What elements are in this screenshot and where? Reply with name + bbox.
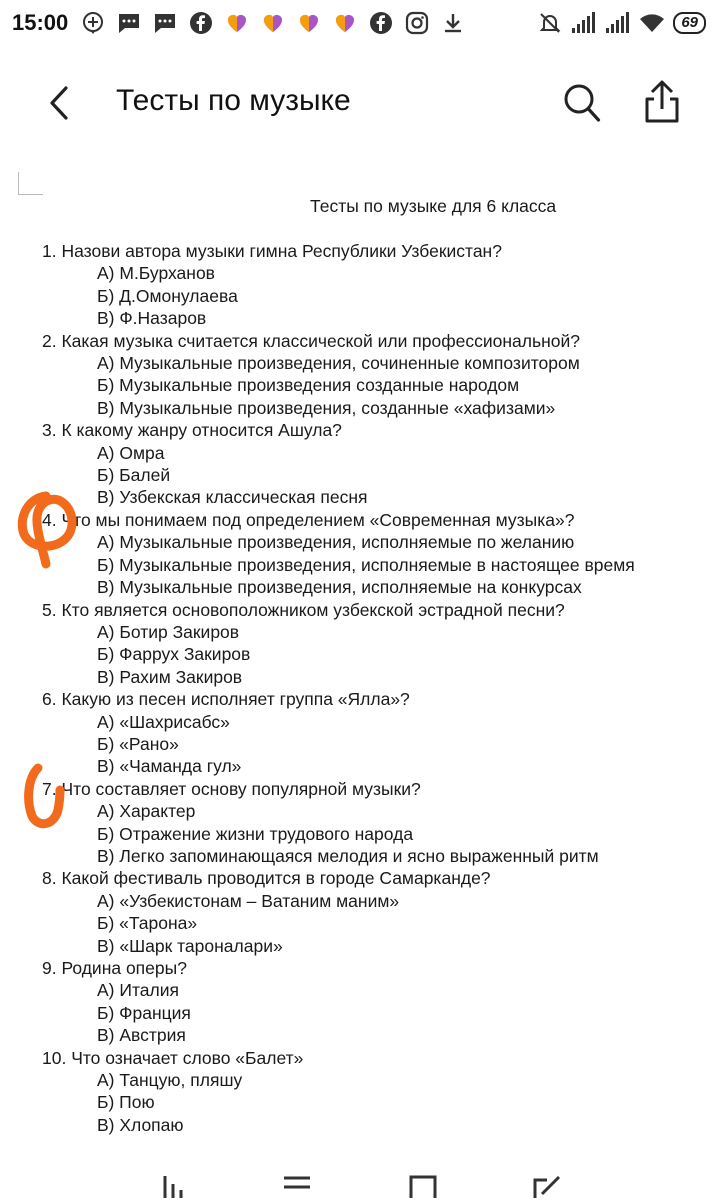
signal-icon — [571, 10, 597, 36]
answer-option: В) Музыкальные произведения, созданные «хафизами» — [97, 397, 556, 418]
heart-icon — [296, 10, 322, 36]
question-text: 1. Назови автора музыки гимна Республики Узбекистан? — [42, 241, 502, 261]
bottom-toolbar — [0, 1140, 714, 1198]
list-icon[interactable] — [282, 1174, 312, 1198]
answer-option: Б) Пою — [97, 1092, 155, 1113]
answer-option: В) Хлопаю — [97, 1114, 184, 1135]
message-icon — [116, 10, 142, 36]
status-bar — [0, 0, 714, 48]
heart-icon — [332, 10, 358, 36]
add-circle-icon — [80, 10, 106, 36]
answer-option: А) «Узбекистонам – Ватаним маним» — [97, 890, 400, 911]
answer-option: В) Узбекская классическая песня — [97, 487, 368, 508]
answer-option: А) М.Бурханов — [97, 263, 215, 284]
alarm-off-icon — [537, 10, 563, 36]
answer-option: А) Ботир Закиров — [97, 621, 240, 642]
question-text: 2. Какая музыка считается классической или профессиональной? — [42, 330, 580, 351]
answer-option: А) «Шахрисабс» — [97, 711, 230, 732]
questions-list — [0, 240, 714, 1159]
answer-option: Б) Франция — [97, 1002, 191, 1023]
answer-option: В) Ф.Назаров — [97, 308, 207, 329]
answer-option: А) Музыкальные произведения, исполняемые по желанию — [97, 532, 575, 553]
answer-option: В) Австрия — [97, 1025, 186, 1046]
page-corner-mark — [18, 172, 43, 195]
answer-option: А) Характер — [97, 801, 196, 822]
facebook-icon — [368, 10, 394, 36]
facebook-icon — [188, 10, 214, 36]
handwritten-mark — [14, 490, 88, 572]
question-text: 10. Что означает слово «Балет» — [42, 1047, 304, 1068]
question-text: 5. Кто является основоположником узбекской эстрадной песни? — [42, 599, 565, 620]
wifi-icon — [639, 10, 665, 36]
question-text: 7. Что составляет основу популярной музыки? — [42, 778, 421, 799]
document-title: Тесты по музыке для 6 класса — [310, 196, 557, 216]
crop-icon[interactable] — [408, 1174, 438, 1198]
answer-option: А) Музыкальные произведения, сочиненные композитором — [97, 353, 580, 374]
question-text: 9. Родина оперы? — [42, 958, 187, 978]
answer-option: А) Омра — [97, 442, 165, 463]
status-time: 15:00 — [12, 10, 69, 35]
answer-option: А) Италия — [97, 980, 179, 1001]
answer-option: В) «Шарк тароналари» — [97, 935, 283, 956]
question-text: 3. К какому жанру относится Ашула? — [42, 420, 342, 441]
answer-option: Б) Музыкальные произведения созданные народом — [97, 375, 520, 396]
answer-option: В) «Чаманда гул» — [97, 756, 242, 777]
question-text: 4. Что мы понимаем под определением «Современная музыка»? — [42, 509, 575, 530]
message-icon — [152, 10, 178, 36]
heart-icon — [260, 10, 286, 36]
answer-option: В) Легко запоминающаяся мелодия и ясно выраженный ритм — [97, 845, 599, 866]
page-title: Тесты по музыке — [116, 84, 351, 117]
battery-indicator: 69 — [673, 12, 706, 34]
answer-option: В) Музыкальные произведения, исполняемые на конкурсах — [97, 577, 582, 598]
answer-option: Б) Д.Омонулаева — [97, 285, 238, 306]
notification-icons — [80, 10, 466, 36]
answer-option: Б) «Рано» — [97, 733, 179, 754]
heart-icon — [224, 10, 250, 36]
app-bar — [0, 62, 714, 144]
system-icons — [537, 10, 706, 36]
document-viewer[interactable] — [0, 160, 714, 1140]
answer-option: Б) Музыкальные произведения, исполняемые в настоящее время — [97, 554, 635, 575]
search-icon[interactable] — [560, 80, 604, 126]
answer-option: Б) Балей — [97, 465, 171, 486]
chart-icon[interactable] — [160, 1174, 190, 1198]
back-arrow-icon[interactable] — [40, 80, 80, 126]
share-icon[interactable] — [640, 78, 684, 126]
question-text: 8. Какой фестиваль проводится в городе Самарканде? — [42, 868, 491, 889]
question-text: 6. Какую из песен исполняет группа «Ялла»? — [42, 689, 410, 710]
edit-icon[interactable] — [532, 1174, 562, 1198]
answer-option: А) Танцую, пляшу — [97, 1070, 243, 1091]
signal-icon — [605, 10, 631, 36]
answer-option: Б) «Тарона» — [97, 913, 198, 934]
answer-option: Б) Фаррух Закиров — [97, 644, 251, 665]
answer-option: В) Рахим Закиров — [97, 666, 243, 687]
download-icon — [440, 10, 466, 36]
instagram-icon — [404, 10, 430, 36]
answer-option: Б) Отражение жизни трудового народа — [97, 823, 414, 844]
handwritten-mark — [18, 764, 74, 834]
